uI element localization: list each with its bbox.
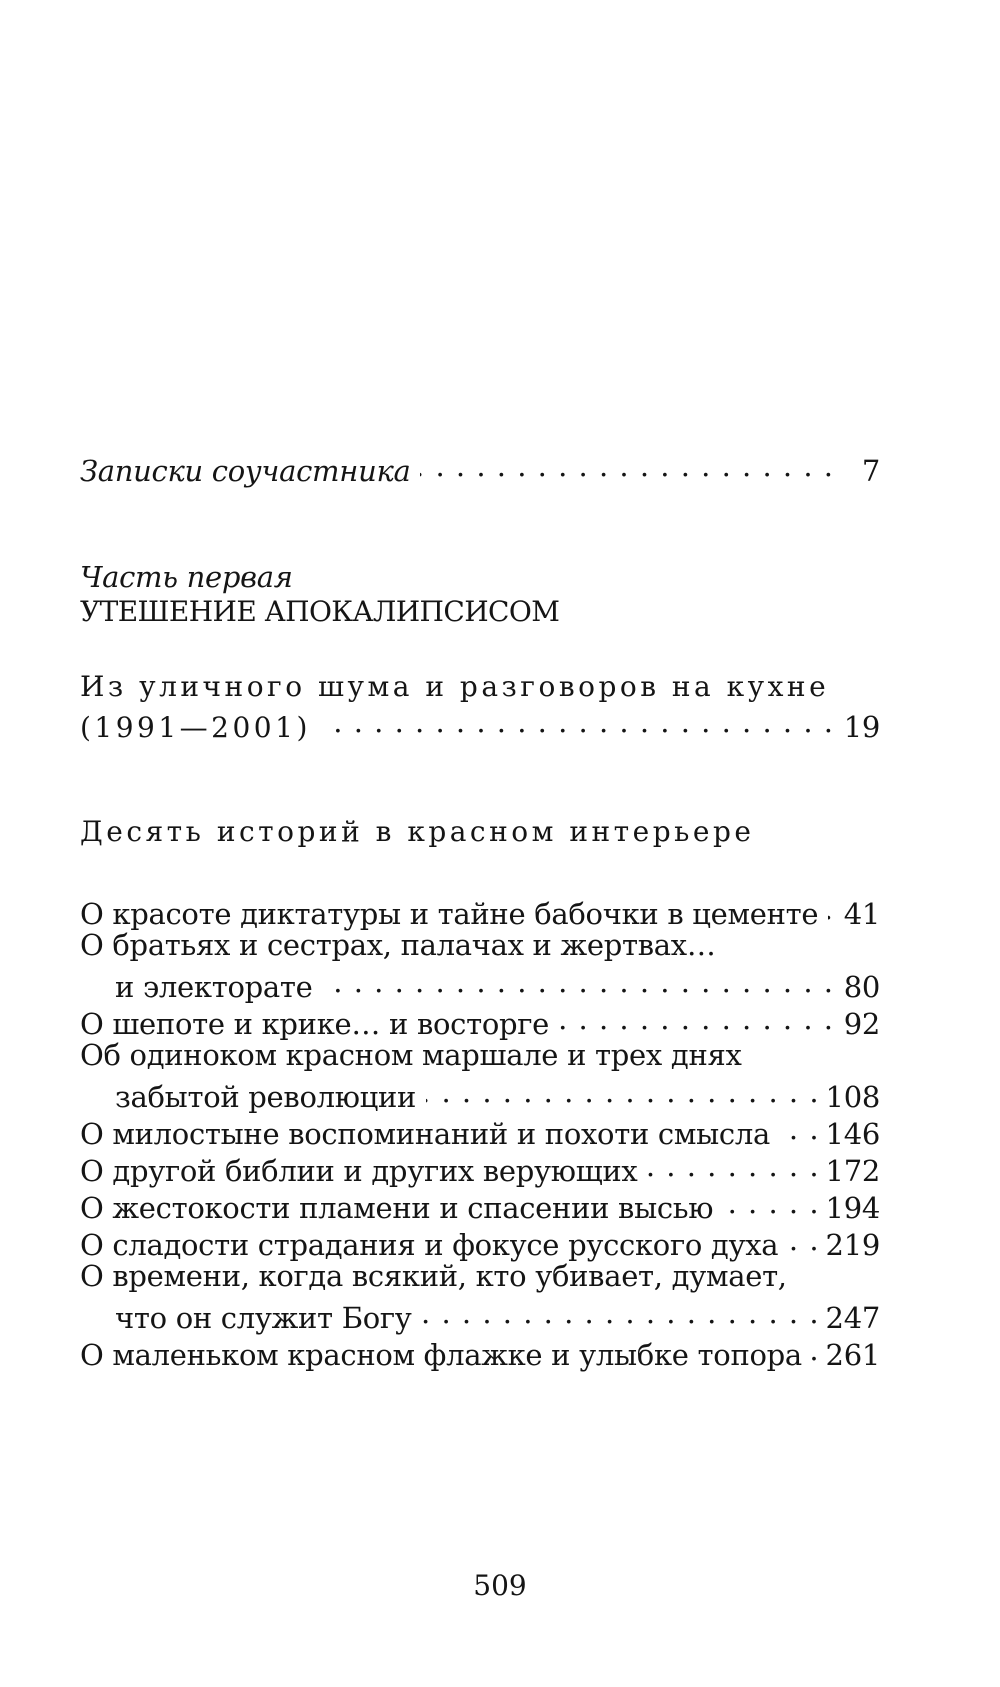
- toc-entry: [80, 1152, 880, 1186]
- toc-entry-line1: Об одиноком красном маршале и трех днях: [80, 1038, 742, 1072]
- toc-entry: [115, 968, 880, 1002]
- toc-entry: [80, 1115, 880, 1149]
- toc-entry-page: 194: [825, 1191, 880, 1225]
- toc-entry-title: О сладости страдания и фокусе русского духа: [80, 1228, 779, 1262]
- dot-leader: [322, 968, 834, 997]
- toc-entry-intro: [80, 452, 880, 486]
- toc-entry-title: и электорате: [115, 970, 313, 1004]
- dot-leader: [559, 1005, 834, 1034]
- toc-entry-page: 7: [861, 454, 880, 488]
- toc-entry-line1: О братьях и сестрах, палачах и жертвах…: [80, 928, 716, 962]
- dot-leader: [780, 1115, 820, 1144]
- toc-entry-page: 108: [825, 1080, 880, 1114]
- toc-entry-title: О жестокости пламени и спасении высью: [80, 1191, 714, 1225]
- toc-entry-page: 247: [825, 1301, 880, 1335]
- toc-entry-title: О маленьком красном флажке и улыбке топора: [80, 1338, 802, 1372]
- toc-entry-title: (1991—2001): [80, 711, 311, 744]
- toc-entry-title: О шепоте и крике… и восторге: [80, 1007, 549, 1041]
- dot-leader: [321, 708, 834, 737]
- dot-leader: [420, 452, 834, 481]
- dot-leader: [422, 1299, 820, 1328]
- toc-entry-page: 80: [843, 970, 880, 1004]
- toc-entry-line1: О времени, когда всякий, кто убивает, думает,: [80, 1259, 787, 1293]
- toc-entry-page: 172: [825, 1154, 880, 1188]
- toc-entry-title: О другой библии и других верующих: [80, 1154, 638, 1188]
- toc-entry-street-noise-line1: Из уличного шума и разговоров на кухне: [80, 670, 830, 703]
- dot-leader: [828, 895, 834, 924]
- toc-entry-page: 19: [843, 710, 880, 744]
- toc-entry-page: 261: [825, 1338, 880, 1372]
- toc-entry-page: 92: [843, 1007, 880, 1041]
- part-label: Часть первая: [80, 560, 293, 594]
- page-number: 509: [473, 1569, 527, 1602]
- toc-entry-page: 146: [825, 1117, 880, 1151]
- toc-entry: [80, 1336, 880, 1370]
- toc-entry: [115, 1299, 880, 1333]
- dot-leader: [723, 1189, 819, 1218]
- dot-leader: [812, 1336, 820, 1365]
- toc-entry: [80, 895, 880, 929]
- toc-entry-title: Записки соучастника: [80, 454, 411, 488]
- dot-leader: [426, 1078, 819, 1107]
- toc-entry-page: 41: [843, 897, 880, 931]
- part-title: УТЕШЕНИЕ АПОКАЛИПСИСОМ: [80, 595, 560, 628]
- toc-entry-title: что он служит Богу: [115, 1301, 412, 1335]
- toc-entry: [80, 1189, 880, 1223]
- dot-leader: [788, 1226, 819, 1255]
- toc-entry-title: забытой революции: [115, 1080, 417, 1114]
- toc-entry-page: 219: [825, 1228, 880, 1262]
- toc-entry-title: О красоте диктатуры и тайне бабочки в цементе: [80, 897, 819, 931]
- toc-entry-street-noise: [80, 708, 880, 742]
- toc-entry: [80, 1226, 880, 1260]
- toc-entry: [115, 1078, 880, 1112]
- dot-leader: [647, 1152, 819, 1181]
- section-heading: Десять историй в красном интерьере: [80, 815, 755, 848]
- toc-entry-title: О милостыне воспоминаний и похоти смысла: [80, 1117, 770, 1151]
- toc-entry: [80, 1005, 880, 1039]
